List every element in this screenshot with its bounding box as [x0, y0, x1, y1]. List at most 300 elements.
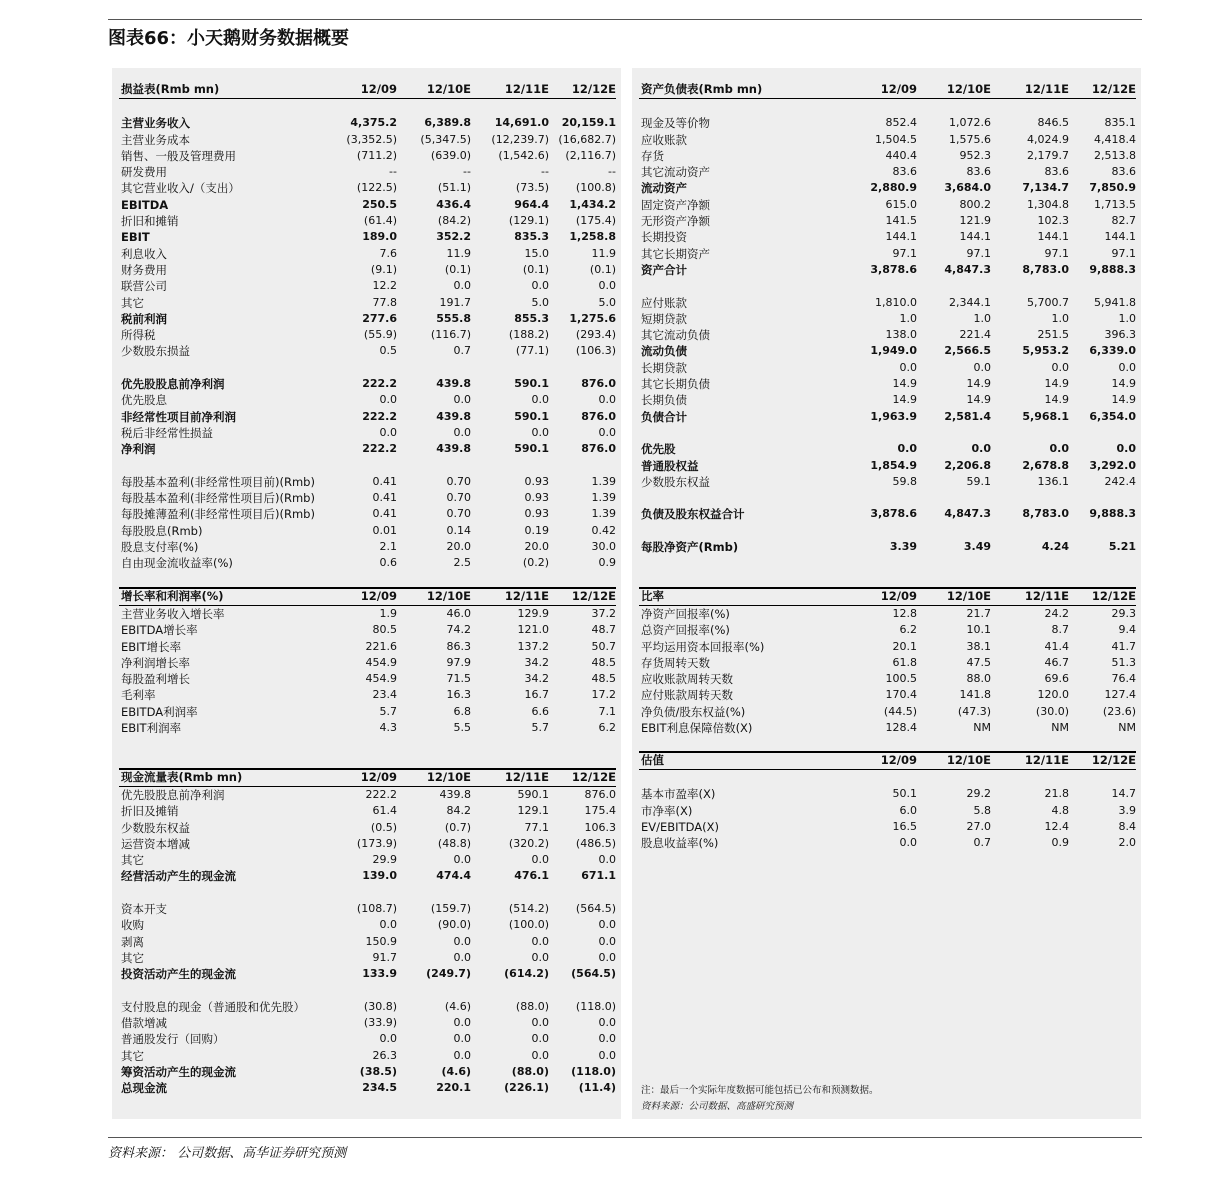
cell-value: 0.0 — [531, 279, 549, 293]
cell-value: 0.0 — [598, 1032, 616, 1046]
cell-value: (100.8) — [575, 181, 616, 195]
cell-value: (639.0) — [430, 148, 471, 162]
column-header: 12/10E — [946, 82, 991, 96]
cell-value: 1,072.6 — [949, 116, 991, 130]
cell-value: (30.8) — [363, 999, 397, 1013]
cell-value: 3,292.0 — [1089, 458, 1136, 472]
cell-value: 0.0 — [598, 950, 616, 964]
column-header: 12/10E — [426, 589, 471, 603]
cell-value: 1,713.5 — [1094, 197, 1136, 211]
table-row — [639, 262, 1136, 278]
cell-value: 454.9 — [365, 655, 397, 669]
row-label: 运营资本增减 — [121, 836, 190, 851]
cell-value: 106.3 — [584, 820, 616, 834]
table-row — [639, 311, 1136, 327]
cell-value: (4.6) — [441, 1065, 471, 1079]
row-label: 支付股息的现金（普通股和优先股） — [121, 999, 305, 1014]
cell-value: 0.0 — [379, 393, 397, 407]
cell-value: 3,684.0 — [944, 181, 991, 195]
cell-value: 0.41 — [372, 507, 397, 521]
cell-value: 0.0 — [379, 425, 397, 439]
table-row — [639, 115, 1136, 131]
table-row — [119, 376, 616, 392]
cell-value: 876.0 — [581, 377, 616, 391]
cell-value: 835.1 — [1104, 116, 1136, 130]
cell-value: 144.1 — [1104, 230, 1136, 244]
cell-value: 250.5 — [362, 197, 397, 211]
row-label: 负债及股东权益合计 — [641, 507, 745, 522]
cell-value: 0.93 — [524, 474, 549, 488]
column-header: 12/09 — [360, 770, 397, 784]
cell-value: 876.0 — [581, 442, 616, 456]
table-row — [119, 555, 616, 571]
cell-value: 4,375.2 — [350, 116, 397, 130]
cell-value: 876.0 — [584, 788, 616, 801]
table-row — [639, 671, 1136, 687]
row-label: 投资活动产生的现金流 — [121, 967, 236, 982]
cell-value: 964.4 — [514, 197, 549, 211]
cell-value: 4,418.4 — [1094, 132, 1136, 146]
cell-value: 0.5 — [379, 344, 397, 358]
column-header: 12/11E — [504, 589, 549, 603]
row-label: 净资产回报率(%) — [641, 607, 730, 621]
cell-value: 221.6 — [365, 639, 397, 653]
table-row — [119, 720, 616, 736]
cell-value: 141.5 — [885, 214, 917, 228]
cell-value: 1,504.5 — [875, 132, 917, 146]
row-label: 优先股 — [641, 442, 676, 457]
row-label: 财务费用 — [121, 262, 167, 277]
cell-value: (44.5) — [883, 704, 917, 718]
cell-value: 876.0 — [581, 409, 616, 423]
cell-value: 97.9 — [446, 655, 471, 669]
table-row — [639, 655, 1136, 671]
row-label: 税前利润 — [121, 311, 167, 326]
table-row — [119, 803, 616, 819]
cell-value: (118.0) — [575, 999, 616, 1013]
row-label: 应收账款 — [641, 132, 687, 147]
row-label: 资产合计 — [641, 262, 687, 277]
table-row — [119, 441, 616, 457]
cell-value: 8,783.0 — [1022, 507, 1069, 521]
row-label: 其它流动资产 — [641, 165, 710, 180]
cell-value: (73.5) — [515, 181, 549, 195]
table-row — [119, 606, 616, 622]
cell-value: 141.8 — [959, 688, 991, 702]
cell-value: 2.0 — [1118, 836, 1136, 850]
income-statement-table — [119, 82, 616, 572]
cell-value: 222.2 — [365, 788, 397, 801]
cell-value: 8.4 — [1118, 819, 1136, 833]
top-rule — [108, 19, 1142, 20]
cell-value: 0.0 — [598, 279, 616, 293]
table-header — [119, 587, 616, 606]
cell-value: 0.41 — [372, 491, 397, 505]
spacer-row — [639, 99, 1136, 115]
cell-value: 590.1 — [514, 377, 549, 391]
cell-value: 474.4 — [436, 869, 471, 883]
table-row — [639, 148, 1136, 164]
cell-value: (51.1) — [437, 181, 471, 195]
cell-value: 1,963.9 — [870, 409, 917, 423]
spacer-row — [119, 360, 616, 376]
cell-value: 0.0 — [453, 950, 471, 964]
cell-value: (106.3) — [575, 344, 616, 358]
cell-value: (0.1) — [589, 262, 616, 276]
table-row — [639, 441, 1136, 457]
cell-value: 6,389.8 — [424, 116, 471, 130]
cell-value: 1.9 — [379, 607, 397, 620]
row-label: EBITDA增长率 — [121, 623, 198, 638]
cell-value: 137.2 — [517, 639, 549, 653]
cell-value: 69.6 — [1044, 672, 1069, 686]
cell-value: 21.7 — [966, 607, 991, 620]
row-label: 普通股发行（回购） — [121, 1032, 225, 1047]
column-header: 12/10E — [946, 753, 991, 767]
growth-margin-table — [119, 587, 616, 736]
cell-value: 97.1 — [966, 246, 991, 260]
cell-value: 0.0 — [897, 442, 917, 456]
cell-value: 0.9 — [1051, 836, 1069, 850]
cell-value: 1.39 — [591, 491, 616, 505]
table-row — [639, 819, 1136, 835]
cell-value: (116.7) — [430, 328, 471, 342]
row-label: 长期负债 — [641, 393, 687, 408]
table-row — [119, 1064, 616, 1080]
cell-value: 84.2 — [446, 804, 471, 818]
cell-value: 4,847.3 — [944, 262, 991, 276]
cell-value: 0.0 — [453, 393, 471, 407]
row-label: 毛利率 — [121, 688, 156, 703]
column-header: 12/09 — [360, 589, 397, 603]
row-label: 每股股息(Rmb) — [121, 523, 203, 538]
cell-value: 46.7 — [1044, 655, 1069, 669]
cell-value: 0.0 — [973, 360, 991, 374]
cell-value: 14.9 — [1044, 393, 1069, 407]
cell-value: 38.1 — [966, 639, 991, 653]
row-label: 长期贷款 — [641, 360, 687, 375]
cell-value: 175.4 — [584, 804, 616, 818]
table-row — [639, 229, 1136, 245]
table-row — [119, 115, 616, 131]
cell-value: 5.0 — [598, 295, 616, 309]
cell-value: 1.39 — [591, 474, 616, 488]
row-label: 资本开支 — [121, 902, 167, 917]
cell-value: 150.9 — [365, 934, 397, 948]
cell-value: 0.9 — [598, 556, 616, 570]
cell-value: 0.0 — [453, 1032, 471, 1046]
row-label: 所得税 — [121, 328, 156, 343]
cell-value: (129.1) — [508, 214, 549, 228]
cell-value: 129.9 — [517, 607, 549, 620]
row-label: 净负债/股东权益(%) — [641, 704, 746, 719]
cell-value: 139.0 — [362, 869, 397, 883]
cell-value: 5,941.8 — [1094, 295, 1136, 309]
cell-value: 0.42 — [591, 523, 616, 537]
row-label: 自由现金流收益率(%) — [121, 556, 233, 571]
table-row — [119, 180, 616, 196]
row-label: 研发费用 — [121, 165, 167, 180]
row-label: 总资产回报率(%) — [641, 623, 730, 638]
row-label: 优先股息 — [121, 393, 167, 408]
note-text: 注：最后一个实际年度数据可能包括已公布和预测数据。 — [641, 1085, 879, 1096]
table-row — [639, 539, 1136, 555]
cell-value: 5,953.2 — [1022, 344, 1069, 358]
cell-value: 14,691.0 — [494, 116, 549, 130]
cell-value: (614.2) — [504, 967, 549, 981]
table-row — [119, 246, 616, 262]
table-row — [119, 490, 616, 506]
cell-value: (48.8) — [437, 836, 471, 850]
cell-value: 77.8 — [372, 295, 397, 309]
table-row — [119, 1031, 616, 1047]
cell-value: 2,678.8 — [1022, 458, 1069, 472]
table-row — [119, 262, 616, 278]
column-header: 12/11E — [504, 82, 549, 96]
cell-value: (38.5) — [359, 1065, 397, 1079]
cell-value: 0.0 — [531, 853, 549, 867]
cell-value: 476.1 — [514, 869, 549, 883]
column-header: 12/09 — [880, 82, 917, 96]
cell-value: 7.1 — [598, 704, 616, 718]
cell-value: 0.0 — [453, 425, 471, 439]
table-row — [639, 786, 1136, 802]
table-row — [119, 934, 616, 950]
cell-value: (249.7) — [426, 967, 471, 981]
row-label: 固定资产净额 — [641, 197, 710, 212]
cell-value: 440.4 — [885, 148, 917, 162]
row-label: 优先股股息前净利润 — [121, 377, 225, 392]
cell-value: 396.3 — [1104, 328, 1136, 342]
cell-value: (711.2) — [356, 148, 397, 162]
left-panel — [112, 68, 621, 1119]
cell-value: (88.0) — [511, 1065, 549, 1079]
cell-value: 1,434.2 — [569, 197, 616, 211]
right-panel — [632, 68, 1141, 1119]
cell-value: (159.7) — [430, 902, 471, 916]
cell-value: 0.0 — [598, 853, 616, 867]
table-row — [119, 392, 616, 408]
cell-value: 6.8 — [453, 704, 471, 718]
cell-value: 0.70 — [446, 491, 471, 505]
cell-value: 20.0 — [524, 540, 549, 554]
cell-value: 9,888.3 — [1089, 262, 1136, 276]
table-row — [639, 803, 1136, 819]
cell-value: NM — [1051, 721, 1069, 735]
cell-value: (514.2) — [508, 902, 549, 916]
row-label: EBIT增长率 — [121, 639, 182, 654]
cell-value: 121.9 — [959, 214, 991, 228]
cell-value: (12,239.7) — [491, 132, 549, 146]
table-row — [119, 474, 616, 490]
cell-value: 0.0 — [453, 1048, 471, 1062]
cell-value: 12.8 — [892, 607, 917, 620]
row-label: 其它长期负债 — [641, 377, 710, 392]
row-label: 剥离 — [121, 934, 144, 949]
row-label: 存货周转天数 — [641, 655, 710, 670]
row-label: 每股基本盈利(非经常性项目后)(Rmb) — [121, 491, 315, 506]
cell-value: 0.14 — [446, 523, 471, 537]
table-row — [119, 311, 616, 327]
table-row — [639, 474, 1136, 490]
cell-value: 3,878.6 — [870, 262, 917, 276]
cell-value: 3.49 — [963, 540, 991, 554]
cell-value: (175.4) — [575, 214, 616, 228]
cell-value: 170.4 — [885, 688, 917, 702]
cell-value: 74.2 — [446, 623, 471, 637]
cell-value: 0.0 — [531, 950, 549, 964]
cell-value: 9.4 — [1118, 623, 1136, 637]
cell-value: 12.2 — [372, 279, 397, 293]
table-row — [119, 639, 616, 655]
cashflow-table — [119, 768, 616, 1097]
column-header: 12/12E — [571, 82, 616, 96]
cell-value: 0.0 — [598, 934, 616, 948]
cell-value: 6.6 — [531, 704, 549, 718]
cell-value: 0.0 — [379, 1032, 397, 1046]
cell-value: 5,700.7 — [1027, 295, 1069, 309]
row-label: 市净率(X) — [641, 803, 693, 818]
cell-value: 14.9 — [1044, 377, 1069, 391]
cell-value: 234.5 — [362, 1081, 397, 1095]
cell-value: 2.1 — [379, 540, 397, 554]
cell-value: 128.4 — [885, 721, 917, 735]
table-row — [119, 343, 616, 359]
cell-value: 835.3 — [514, 230, 549, 244]
table-row — [639, 164, 1136, 180]
row-label: 其它 — [121, 1048, 144, 1063]
spacer-row — [639, 278, 1136, 294]
table-row — [119, 295, 616, 311]
table-row — [639, 132, 1136, 148]
cell-value: 0.0 — [598, 1016, 616, 1030]
cell-value: (0.2) — [522, 556, 549, 570]
row-label: 每股摊薄盈利(非经常性项目后)(Rmb) — [121, 507, 315, 522]
table-header — [639, 82, 1136, 99]
cell-value: 97.1 — [1111, 246, 1136, 260]
cell-value: (30.0) — [1035, 704, 1069, 718]
cell-value: (1,542.6) — [498, 148, 549, 162]
cell-value: 21.8 — [1044, 787, 1069, 801]
cell-value: 17.2 — [591, 688, 616, 702]
cell-value: 2,344.1 — [949, 295, 991, 309]
table-row — [119, 917, 616, 933]
column-header: 12/11E — [1024, 753, 1069, 767]
row-label: 其它流动负债 — [641, 328, 710, 343]
valuation-table — [639, 751, 1136, 851]
table-row — [639, 246, 1136, 262]
cell-value: NM — [973, 721, 991, 735]
cell-value: 83.6 — [1111, 165, 1136, 179]
table-row — [639, 295, 1136, 311]
cell-value: 97.1 — [1044, 246, 1069, 260]
cell-value: 2,206.8 — [944, 458, 991, 472]
cell-value: 14.9 — [892, 393, 917, 407]
cell-value: -- — [608, 165, 616, 179]
bottom-rule — [108, 1137, 1142, 1138]
cell-value: 27.0 — [966, 819, 991, 833]
cell-value: 11.9 — [591, 246, 616, 260]
cell-value: 136.1 — [1037, 474, 1069, 488]
cell-value: 6.2 — [899, 623, 917, 637]
table-row — [119, 132, 616, 148]
row-label: 负债合计 — [641, 409, 687, 424]
cell-value: 97.1 — [892, 246, 917, 260]
table-row — [119, 1048, 616, 1064]
cell-value: 242.4 — [1104, 474, 1136, 488]
cell-value: 0.0 — [453, 934, 471, 948]
row-label: 净利润增长率 — [121, 655, 190, 670]
cell-value: 2.5 — [453, 556, 471, 570]
cell-value: 852.4 — [885, 116, 917, 130]
cell-value: 100.5 — [885, 672, 917, 686]
row-label: 应付账款 — [641, 295, 687, 310]
cell-value: 0.0 — [531, 1048, 549, 1062]
spacer-row — [639, 425, 1136, 441]
cell-value: (4.6) — [444, 999, 471, 1013]
cell-value: (9.1) — [370, 262, 397, 276]
cell-value: (564.5) — [575, 902, 616, 916]
row-label: 其它长期资产 — [641, 246, 710, 261]
cell-value: 439.8 — [439, 788, 471, 801]
cell-value: 4,024.9 — [1027, 132, 1069, 146]
cell-value: 61.4 — [372, 804, 397, 818]
cell-value: 129.1 — [517, 804, 549, 818]
cell-value: 671.1 — [581, 869, 616, 883]
cell-value: 220.1 — [436, 1081, 471, 1095]
table-row — [119, 148, 616, 164]
cell-value: 352.2 — [436, 230, 471, 244]
spacer-row — [119, 99, 616, 115]
cell-value: 0.0 — [1118, 360, 1136, 374]
cell-value: (0.7) — [444, 820, 471, 834]
cell-value: 6.2 — [598, 721, 616, 735]
row-label: 净利润 — [121, 442, 156, 457]
cell-value: 0.70 — [446, 507, 471, 521]
figure-source: 资料来源： 公司数据、高华证券研究预测 — [108, 1146, 347, 1161]
cell-value: 102.3 — [1037, 214, 1069, 228]
cell-value: 14.9 — [966, 393, 991, 407]
cell-value: 83.6 — [892, 165, 917, 179]
column-header: 12/09 — [360, 82, 397, 96]
cell-value: 1,304.8 — [1027, 197, 1069, 211]
cell-value: 91.7 — [372, 950, 397, 964]
cell-value: (320.2) — [508, 836, 549, 850]
row-label: 普通股权益 — [641, 458, 699, 473]
cell-value: 14.9 — [1111, 377, 1136, 391]
cell-value: (33.9) — [363, 1016, 397, 1030]
cell-value: 61.8 — [892, 655, 917, 669]
cell-value: 127.4 — [1104, 688, 1136, 702]
cell-value: 0.0 — [899, 360, 917, 374]
cell-value: 0.93 — [524, 491, 549, 505]
row-label: 现金及等价物 — [641, 116, 710, 131]
cell-value: 76.4 — [1111, 672, 1136, 686]
row-label: 流动资产 — [641, 181, 687, 196]
table-row — [639, 409, 1136, 425]
table-row — [639, 835, 1136, 851]
column-header: 12/10E — [426, 770, 471, 784]
cell-value: 191.7 — [439, 295, 471, 309]
cell-value: 2,880.9 — [870, 181, 917, 195]
table-row — [639, 639, 1136, 655]
cell-value: 0.93 — [524, 507, 549, 521]
row-label: 股息支付率(%) — [121, 540, 199, 555]
cell-value: 59.1 — [966, 474, 991, 488]
table-row — [119, 671, 616, 687]
row-label: 长期投资 — [641, 230, 687, 245]
cell-value: (226.1) — [504, 1081, 549, 1095]
